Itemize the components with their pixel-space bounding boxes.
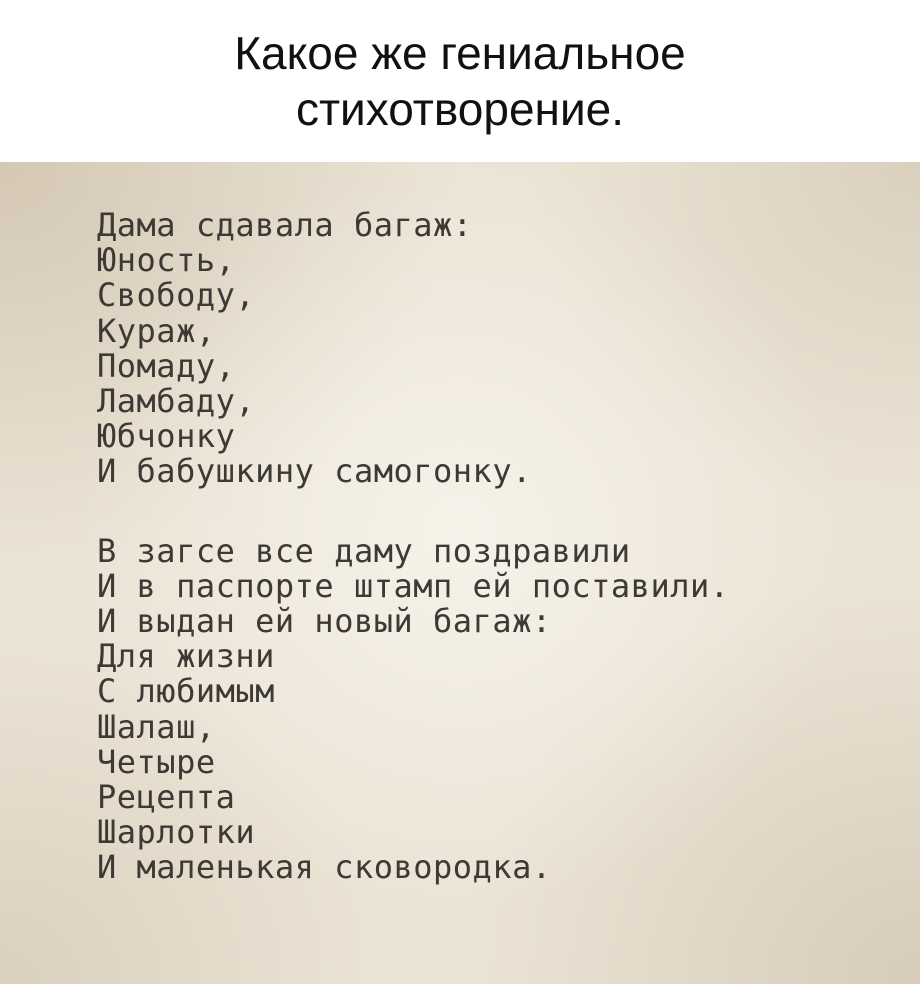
poem-line: Шалаш, [97,707,216,746]
poem-line: В загсе все даму поздравили [97,531,631,570]
poem-line: Свободу, [97,276,256,315]
caption-line: Какое же гениальное [234,27,686,79]
poem-line: Кураж, [97,311,216,350]
poem-line: Для жизни [97,637,275,676]
poem-line: И маленькая сковородка. [97,848,552,887]
poem-line: Четыре [97,742,216,781]
poem-stanza [97,531,730,887]
caption-line: стихотворение. [295,83,625,135]
poem-line: И бабушкину самогонку. [97,452,532,491]
poem-line: Шарлотки [97,813,256,852]
poem-line: Юность, [97,241,236,280]
poem-line: Дама сдавала багаж: [97,206,473,244]
poem-line: Рецепта [97,778,236,817]
poem-stanza [97,208,730,490]
caption-header [0,0,920,162]
poem-line: Помаду, [97,346,236,385]
poem-text [97,208,730,886]
poem-paper [0,162,920,984]
poem-line: И выдан ей новый багаж: [97,602,552,641]
poem-line: И в паспорте штамп ей поставили. [97,566,730,605]
poem-line: Ламбаду, [97,382,256,421]
poem-line: С любимым [97,672,275,711]
poem-line: Юбчонку [97,417,236,456]
